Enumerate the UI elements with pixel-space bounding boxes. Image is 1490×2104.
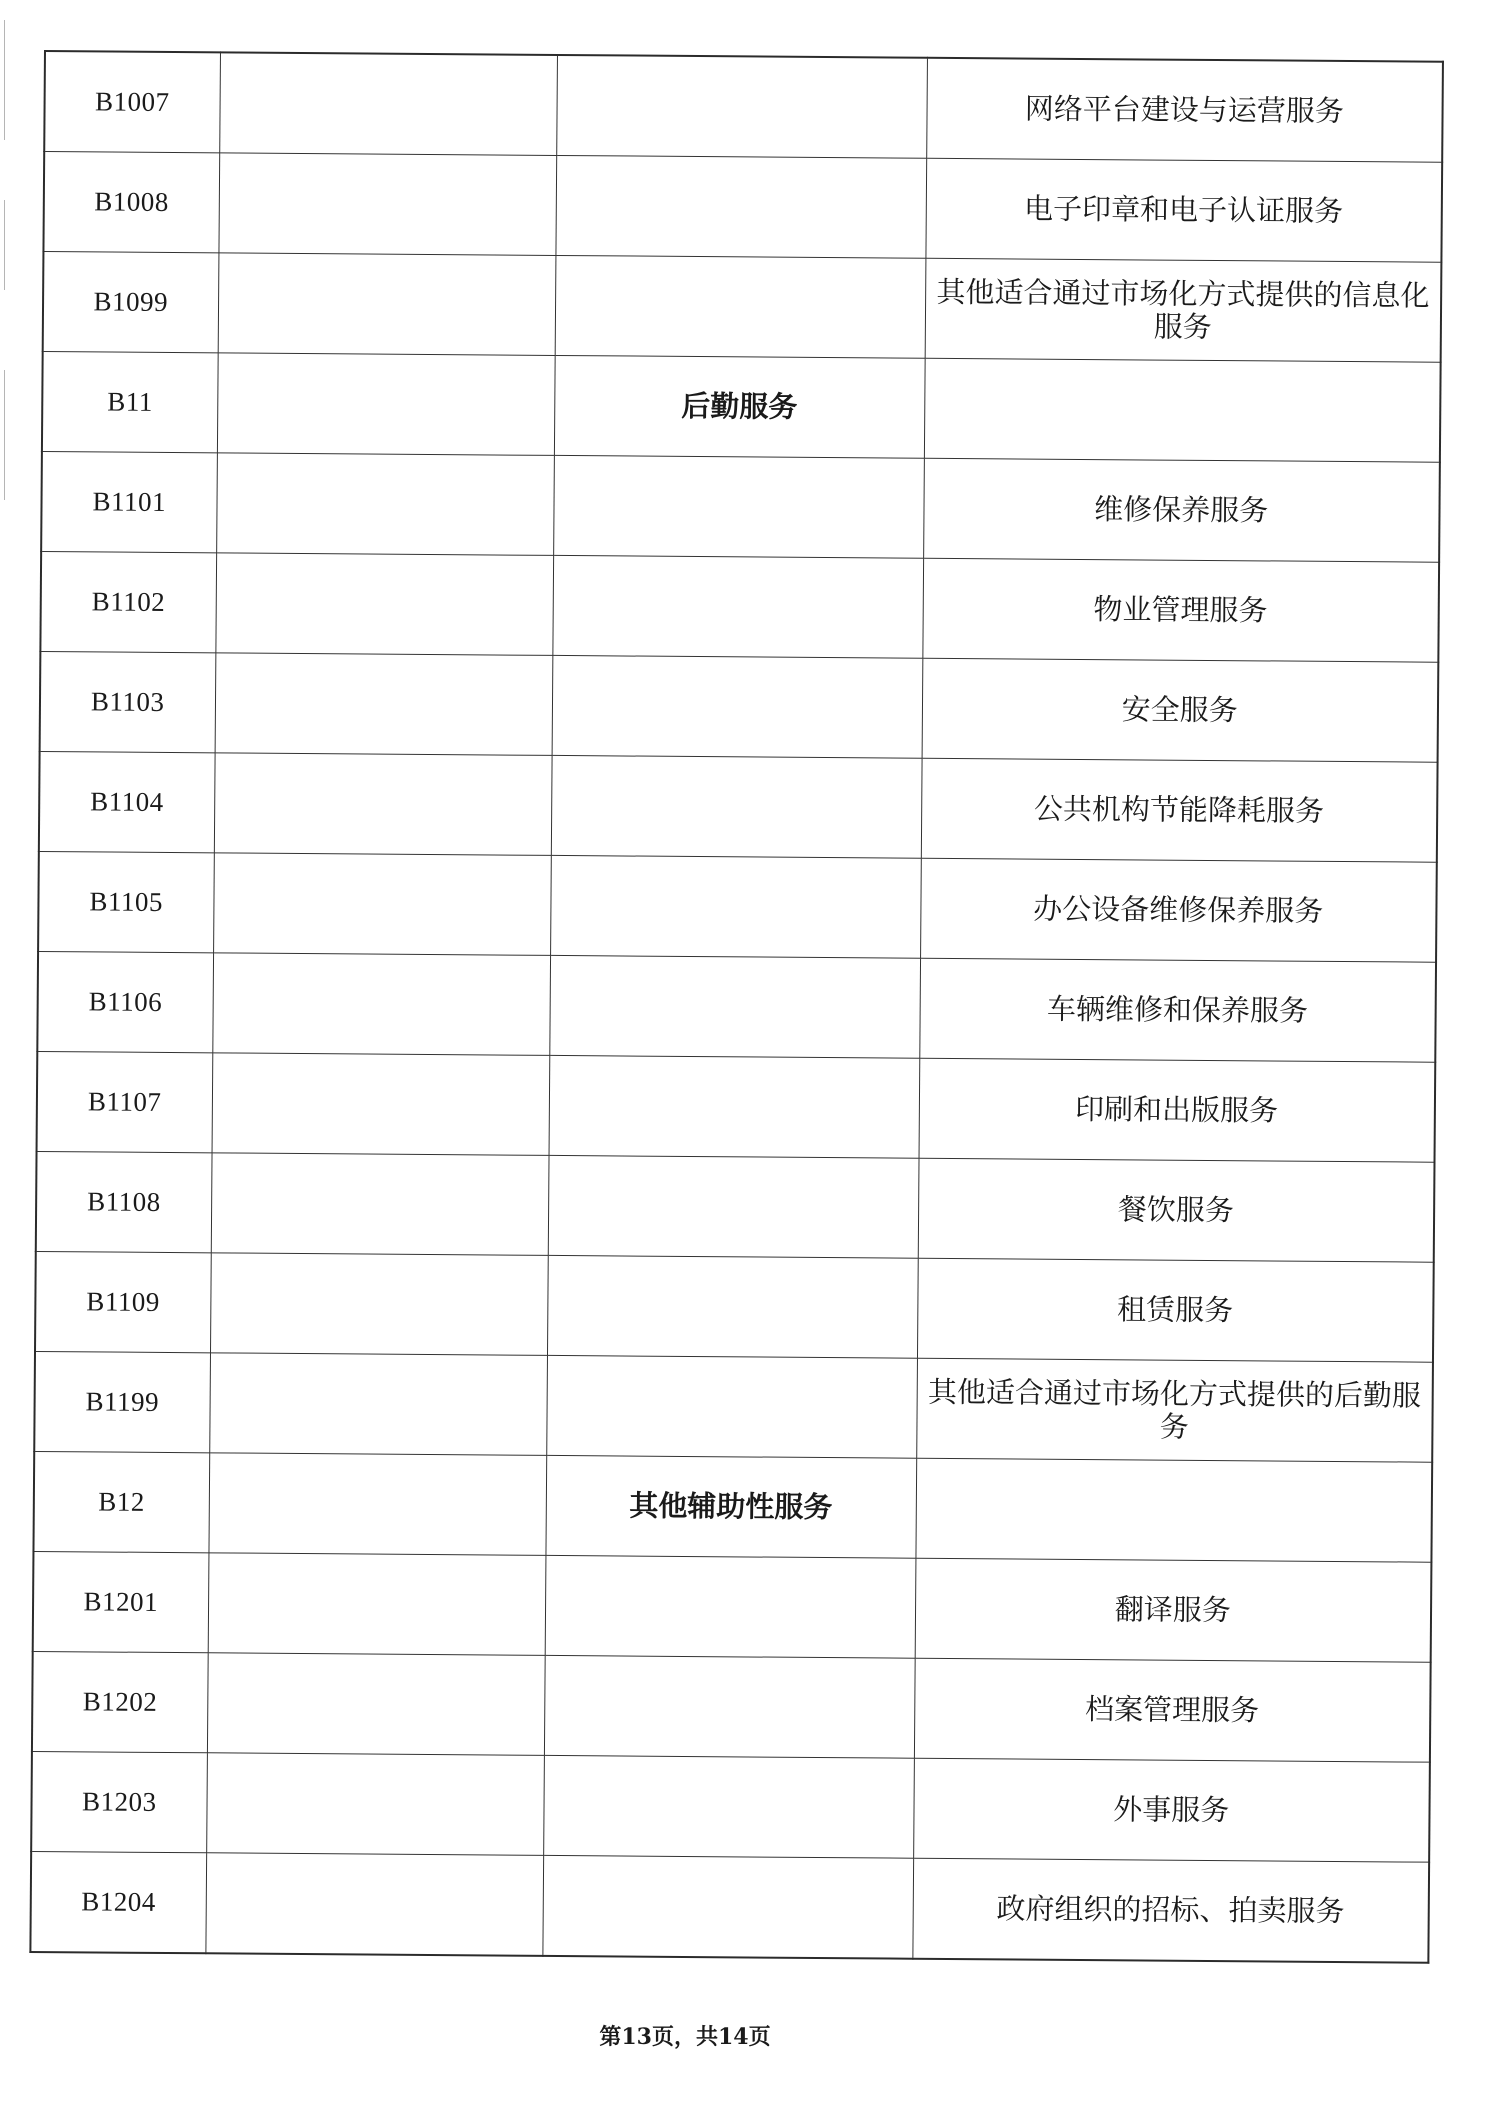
item-cell: 其他适合通过市场化方式提供的后勤服务 bbox=[916, 1358, 1433, 1462]
category-cell bbox=[552, 555, 923, 658]
code-cell: B1108 bbox=[36, 1151, 212, 1252]
category-cell bbox=[552, 655, 923, 758]
item-cell: 其他适合通过市场化方式提供的信息化服务 bbox=[925, 258, 1442, 362]
blank-cell bbox=[208, 1453, 546, 1556]
category-cell bbox=[549, 1055, 920, 1158]
item-cell: 维修保养服务 bbox=[923, 458, 1440, 562]
code-cell: B1106 bbox=[37, 951, 213, 1052]
table-row bbox=[39, 751, 1438, 862]
table-row bbox=[35, 1251, 1434, 1362]
blank-cell bbox=[214, 753, 552, 856]
code-cell: B1007 bbox=[44, 51, 220, 153]
blank-cell bbox=[218, 153, 556, 256]
category-cell bbox=[548, 1155, 919, 1258]
blank-cell bbox=[208, 1553, 546, 1656]
item-cell: 物业管理服务 bbox=[922, 558, 1439, 662]
category-cell bbox=[542, 1855, 913, 1958]
category-cell bbox=[553, 455, 924, 558]
scan-edge-mark bbox=[4, 20, 5, 140]
blank-cell bbox=[209, 1353, 547, 1456]
table-container bbox=[29, 50, 1442, 1959]
table-row bbox=[33, 1451, 1432, 1562]
item-cell: 印刷和出版服务 bbox=[919, 1058, 1436, 1162]
table-row bbox=[30, 1851, 1429, 1962]
code-cell: B1099 bbox=[43, 252, 219, 353]
blank-cell bbox=[217, 353, 555, 456]
item-cell: 翻译服务 bbox=[915, 1558, 1432, 1662]
blank-cell bbox=[210, 1253, 548, 1356]
category-cell bbox=[555, 155, 926, 258]
blank-cell bbox=[205, 1853, 543, 1956]
item-cell: 车辆维修和保养服务 bbox=[919, 958, 1436, 1062]
code-cell: B1101 bbox=[41, 451, 217, 552]
category-cell bbox=[556, 55, 927, 158]
code-cell: B1203 bbox=[31, 1751, 207, 1852]
table-row bbox=[43, 252, 1442, 363]
item-cell: 档案管理服务 bbox=[914, 1658, 1431, 1762]
table-row bbox=[37, 951, 1436, 1062]
item-cell: 外事服务 bbox=[913, 1758, 1430, 1862]
category-cell bbox=[549, 955, 920, 1058]
category-cell: 其他辅助性服务 bbox=[545, 1455, 916, 1558]
blank-cell bbox=[211, 1153, 549, 1256]
code-cell: B11 bbox=[42, 351, 218, 452]
table-row bbox=[41, 451, 1440, 562]
blank-cell bbox=[212, 1053, 550, 1156]
category-cell bbox=[550, 855, 921, 958]
table-row bbox=[40, 651, 1439, 762]
blank-cell bbox=[216, 453, 554, 556]
item-cell bbox=[924, 358, 1441, 462]
table-body bbox=[30, 51, 1443, 1963]
category-cell bbox=[555, 255, 926, 358]
code-cell: B1103 bbox=[40, 651, 216, 752]
table-row bbox=[34, 1351, 1433, 1462]
table-row bbox=[44, 51, 1443, 162]
item-cell bbox=[915, 1458, 1432, 1562]
table-row bbox=[42, 351, 1441, 462]
category-cell bbox=[544, 1655, 915, 1758]
blank-cell bbox=[213, 853, 551, 956]
page-footer: 第13页，共14页 bbox=[599, 2024, 771, 2050]
blank-cell bbox=[206, 1753, 544, 1856]
item-cell: 餐饮服务 bbox=[918, 1158, 1435, 1262]
table-row bbox=[31, 1751, 1430, 1862]
table-row bbox=[32, 1651, 1431, 1762]
item-cell: 网络平台建设与运营服务 bbox=[926, 58, 1443, 162]
blank-cell bbox=[218, 253, 556, 356]
code-cell: B1105 bbox=[38, 851, 214, 952]
blank-cell bbox=[212, 953, 550, 1056]
item-cell: 电子印章和电子认证服务 bbox=[925, 158, 1442, 262]
item-cell: 办公设备维修保养服务 bbox=[920, 858, 1437, 962]
table-row bbox=[37, 1051, 1436, 1162]
code-cell: B1104 bbox=[39, 751, 215, 852]
table-row bbox=[38, 851, 1437, 962]
code-cell: B1201 bbox=[33, 1551, 209, 1652]
blank-cell bbox=[215, 553, 553, 656]
category-cell bbox=[545, 1555, 916, 1658]
code-cell: B1008 bbox=[43, 152, 219, 253]
table-row bbox=[36, 1151, 1435, 1262]
item-cell: 政府组织的招标、拍卖服务 bbox=[912, 1858, 1429, 1962]
item-cell: 公共机构节能降耗服务 bbox=[921, 758, 1438, 862]
code-cell: B1107 bbox=[37, 1051, 213, 1152]
code-cell: B1102 bbox=[40, 551, 216, 652]
scan-edge-mark bbox=[4, 200, 5, 290]
category-cell: 后勤服务 bbox=[554, 355, 925, 458]
blank-cell bbox=[207, 1653, 545, 1756]
table-row bbox=[40, 551, 1439, 662]
code-cell: B1199 bbox=[34, 1351, 210, 1452]
category-cell bbox=[546, 1355, 917, 1458]
item-cell: 安全服务 bbox=[922, 658, 1439, 762]
table-row bbox=[43, 152, 1442, 263]
code-cell: B1202 bbox=[32, 1651, 208, 1752]
category-cell bbox=[551, 755, 922, 858]
scan-edge-mark bbox=[4, 370, 5, 500]
table-row bbox=[33, 1551, 1432, 1662]
code-cell: B1109 bbox=[35, 1251, 211, 1352]
item-cell: 租赁服务 bbox=[917, 1258, 1434, 1362]
category-cell bbox=[547, 1255, 918, 1358]
blank-cell bbox=[215, 653, 553, 756]
blank-cell bbox=[219, 52, 557, 155]
code-cell: B1204 bbox=[30, 1851, 206, 1953]
category-cell bbox=[543, 1755, 914, 1858]
service-catalog-table bbox=[29, 50, 1444, 1964]
code-cell: B12 bbox=[33, 1451, 209, 1552]
